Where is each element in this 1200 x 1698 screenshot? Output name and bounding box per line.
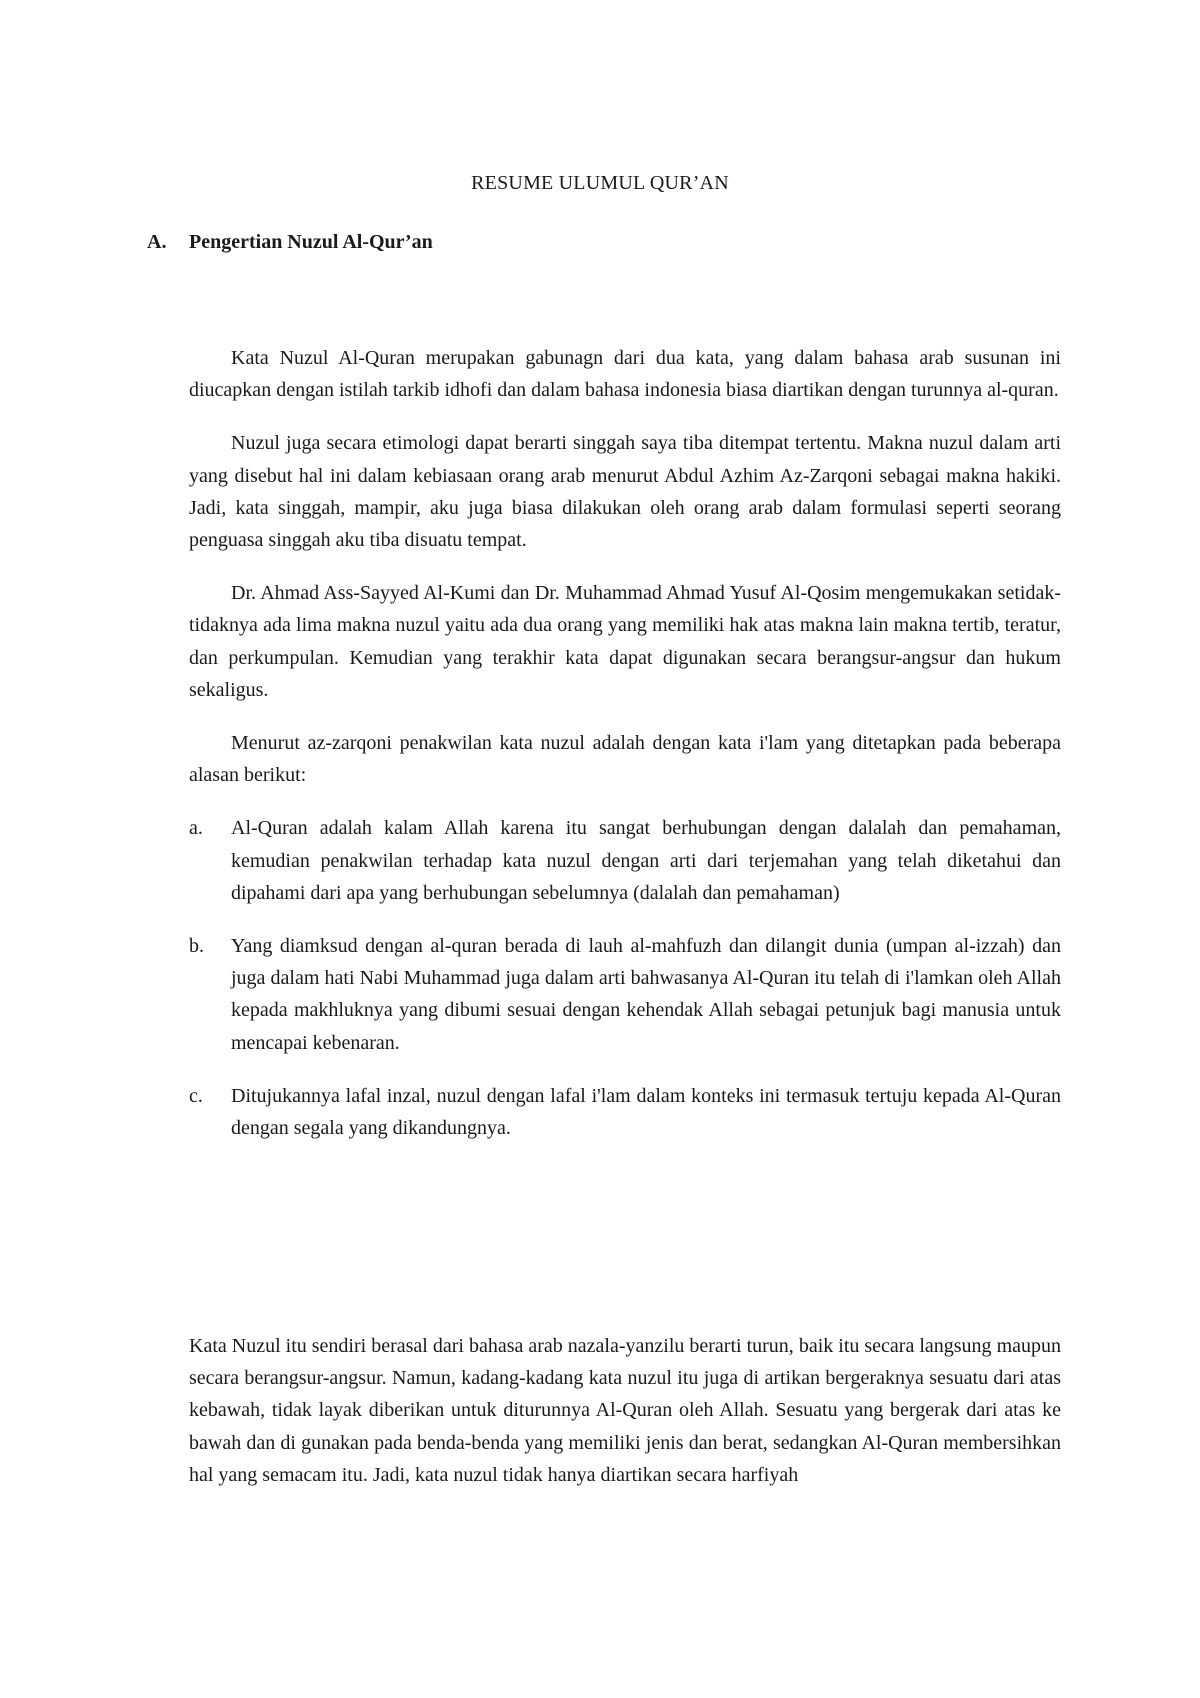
paragraph-4: Menurut az-zarqoni penakwilan kata nuzul adalah dengan kata i'lam yang ditetapkan pada beberapa alasan berikut: — [189, 732, 1061, 787]
list-item-text: Yang diamksud dengan al-quran berada di lauh al-mahfuzh dan dilangit dunia (umpan al-izzah) dan juga dalam hati Nabi Muhammad juga dalam arti bahwasanya Al-Quran itu telah di i'lamkan oleh Allah kepada makhluknya yang dibumi sesuai dengan kehendak Allah sebagai petunjuk bagi manusia untuk mencapai kebenaran. — [231, 935, 1061, 1054]
closing-paragraph: Kata Nuzul itu sendiri berasal dari bahasa arab nazala-yanzilu berarti turun, baik itu secara langsung maupun secara berangsur-angsur. Namun, kadang-kadang kata nuzul itu juga di artikan bergeraknya sesuatu dari atas kebawah, tidak layak diberikan untuk diturunnya Al-Quran oleh Allah. Sesuatu yang bergerak dari atas ke bawah dan di gunakan pada benda-benda yang memiliki jenis dan berat, sedangkan Al-Quran membersihkan hal yang semacam itu. Jadi, kata nuzul tidak hanya diartikan secara harfiyah — [189, 1335, 1061, 1486]
paragraph-2: Nuzul juga secara etimologi dapat berarti singgah saya tiba ditempat tertentu. Makna nuzul dalam arti yang disebut hal ini dalam kebiasaan orang arab menurut Abdul Azhim Az-Zarqoni sebagai makna hakiki. Jadi, kata singgah, mampir, aku juga biasa dilakukan oleh orang arab dalam formulasi seperti seorang penguasa singgah aku tiba disuatu tempat. — [189, 432, 1061, 552]
list-marker: c. — [189, 1084, 203, 1107]
reasons-list — [189, 812, 1061, 1144]
paragraph-1: Kata Nuzul Al-Quran merupakan gabunagn dari dua kata, yang dalam bahasa arab susunan ini diucapkan dengan istilah tarkib idhofi dan dalam bahasa indonesia biasa diartikan dengan turunnya al-quran. — [189, 347, 1061, 402]
section-letter: A. — [147, 231, 167, 253]
list-item-text: Ditujukannya lafal inzal, nuzul dengan lafal i'lam dalam konteks ini termasuk tertuju kepada Al-Quran dengan segala yang dikandungnya. — [231, 1084, 1061, 1140]
list-marker: a. — [189, 817, 203, 840]
list-marker: b. — [189, 935, 204, 958]
list-item — [189, 930, 1061, 1059]
section-heading-text: Pengertian Nuzul Al-Qur’an — [189, 231, 433, 253]
document-body — [189, 342, 1061, 1165]
list-item-text: Al-Quran adalah kalam Allah karena itu sangat berhubungan dengan dalalah dan pemahaman, kemudian penakwilan terhadap kata nuzul dengan arti dari terjemahan yang telah diketahui dan dipahami dari apa yang berhubungan sebelumnya (dalalah dan pemahaman) — [231, 817, 1061, 904]
section-heading — [147, 231, 433, 254]
paragraph-3: Dr. Ahmad Ass-Sayyed Al-Kumi dan Dr. Muhammad Ahmad Yusuf Al-Qosim mengemukakan setidak-tidaknya ada lima makna nuzul yaitu ada dua orang yang memiliki hak atas makna lain makna tertib, teratur, dan perkumpulan. Kemudian yang terakhir kata dapat digunakan secara berangsur-angsur dan hukum sekaligus. — [189, 582, 1061, 701]
list-item — [189, 812, 1061, 909]
document-title: RESUME ULUMUL QUR’AN — [471, 172, 729, 194]
list-item — [189, 1080, 1061, 1144]
